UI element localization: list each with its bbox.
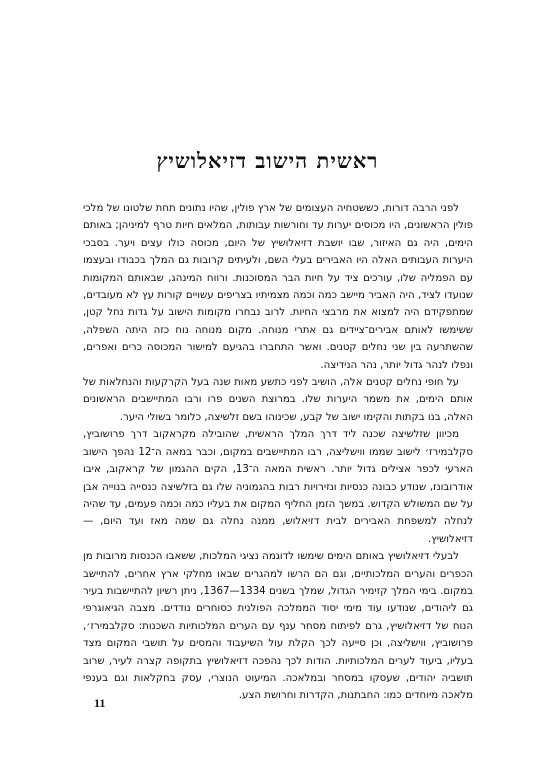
chapter-title: ראשית הישוב דזיאלושיץ (156, 148, 379, 173)
paragraph: על חופי נחלים קטנים אלה, הושיב לפני כתשע מאות שנה בעל הקרקעות והנחלאות של אותם הימים, את משמר היערות שלו. במרוצת השנים פרו ורבו המתיישבים הראשונים האלה, בנו בקתות והקימו ישוב של קבע, שכינוהו בשם זלשיצה, כלומר בשולי היער. (83, 377, 473, 423)
paragraph: לבעלי דזיאלושיץ באותם הימים שימשו לדוגמה נציגי המלכות, ששאבו הכנסות מרובות מן הכפרים והערים המלכותיים, וגם הם הרשו למהגרים שבאו מחלקי ארץ אחרים, להתיישב במקום. בימי המלך קזימיר הגדול, שמלך בשנים 1334—1367, ניתן רשיון להתיישבות בעיר גם ליהודים, שנודעו עוד מימי יסוד הממלכה הפולנית כסוחרים נודדים. מצבה הגיאוגרפי הנוח של דזיאלושיץ, גרם לפיתוח מסחר ענף עם הערים המלכותיות השכנות: סקלבמירז׳, פרושוביץ, ווישליצה, וכן סייעה לכך הקלת עול השיעבוד והמסים על תושבי המקום מצד בעליו, ביעוד לערים המלכותיות. הודות לכך נהפכה דזיאלושיץ בתקופה קצרה לעיר, שרוב תושביה יהודים, שעסקו במסחר ובמלאכה. המיעוט הנוצרי, עסק בחקלאות וגם בענפי מלאכה מיוחדים כמו: החבתנות, הקדרות וחרושת הצע. (83, 551, 473, 702)
page-number: 11 (94, 696, 106, 710)
paragraph: לפני הרבה דורות, כששטחיה העצומים של ארץ פולין, שהיו נתונים תחת שלטונו של מלכי פולין הראשונים, היו מכוסים יערות עד וחורשות עבותות, המלאים חיות טרף למיניהן; באותם הימים, היה גם האיזור, שבו יושבת דזיאלושיץ של היום, מכוסה כולו עצים ויער. בסבכי היערות העבותים האלה היו האבירים בעלי השם, ולעיתים קרובות גם המלך בכבודו ובעצמו עם הפמליה שלו, עורכים ציד על חיות הבר המסוכנות. ורווח המינהג, שבאותם המקומות שנועדו לציד, היה האביר מיישב כמה וכמה מצמיתיו בצריפים עשויים קורות עץ לא מעובדים, שמתפקידם היה למצוא את מרבצי החיות. לרוב נבחרו מקומות הישוב על גדות נחל קטן, ששימשו לאותם אבירים־ציידים גם אתרי מנוחה. מקום מנוחה נוח כזה היתה השפלה, שהשתרעה בין שני נחלים קטנים. ואשר התחברו בהגיעם למישור המכוסה כרים ואפרים, ונפלו לנהר גדול יותר, נהר הנידיצה. (83, 203, 473, 371)
paragraph: מכיוון שזלשיצה שכנה ליד דרך המלך הראשית, שהובילה מקראקוב דרך פרושוביץ, סקלבמירז׳ לישוב שממו ווישליצה, רבו המתיישבים במקום, וכבר במאה ה־12 נהפך הישוב הארעי לכפר אצילים גדול יותר. ראשית המאה ה־13, הקים ההגמון של קראקוב, איבו אודרובונז, שנודע כבונה כנסיות ונזירויות רבות בהגמוניה שלו גם בזלשיצה כנסייה בנוייה אבן על שם המשולש הקדוש. במשך הזמן החליף המקום את בעליו כמה וכמה פעמים, עד שהיה לנחלה למשפחת האבירים לבית דזיאלוש, ממנה נחלה גם שמה מאז ועד היום, — דזיאלושיץ. (83, 429, 474, 545)
body-text (83, 200, 473, 705)
